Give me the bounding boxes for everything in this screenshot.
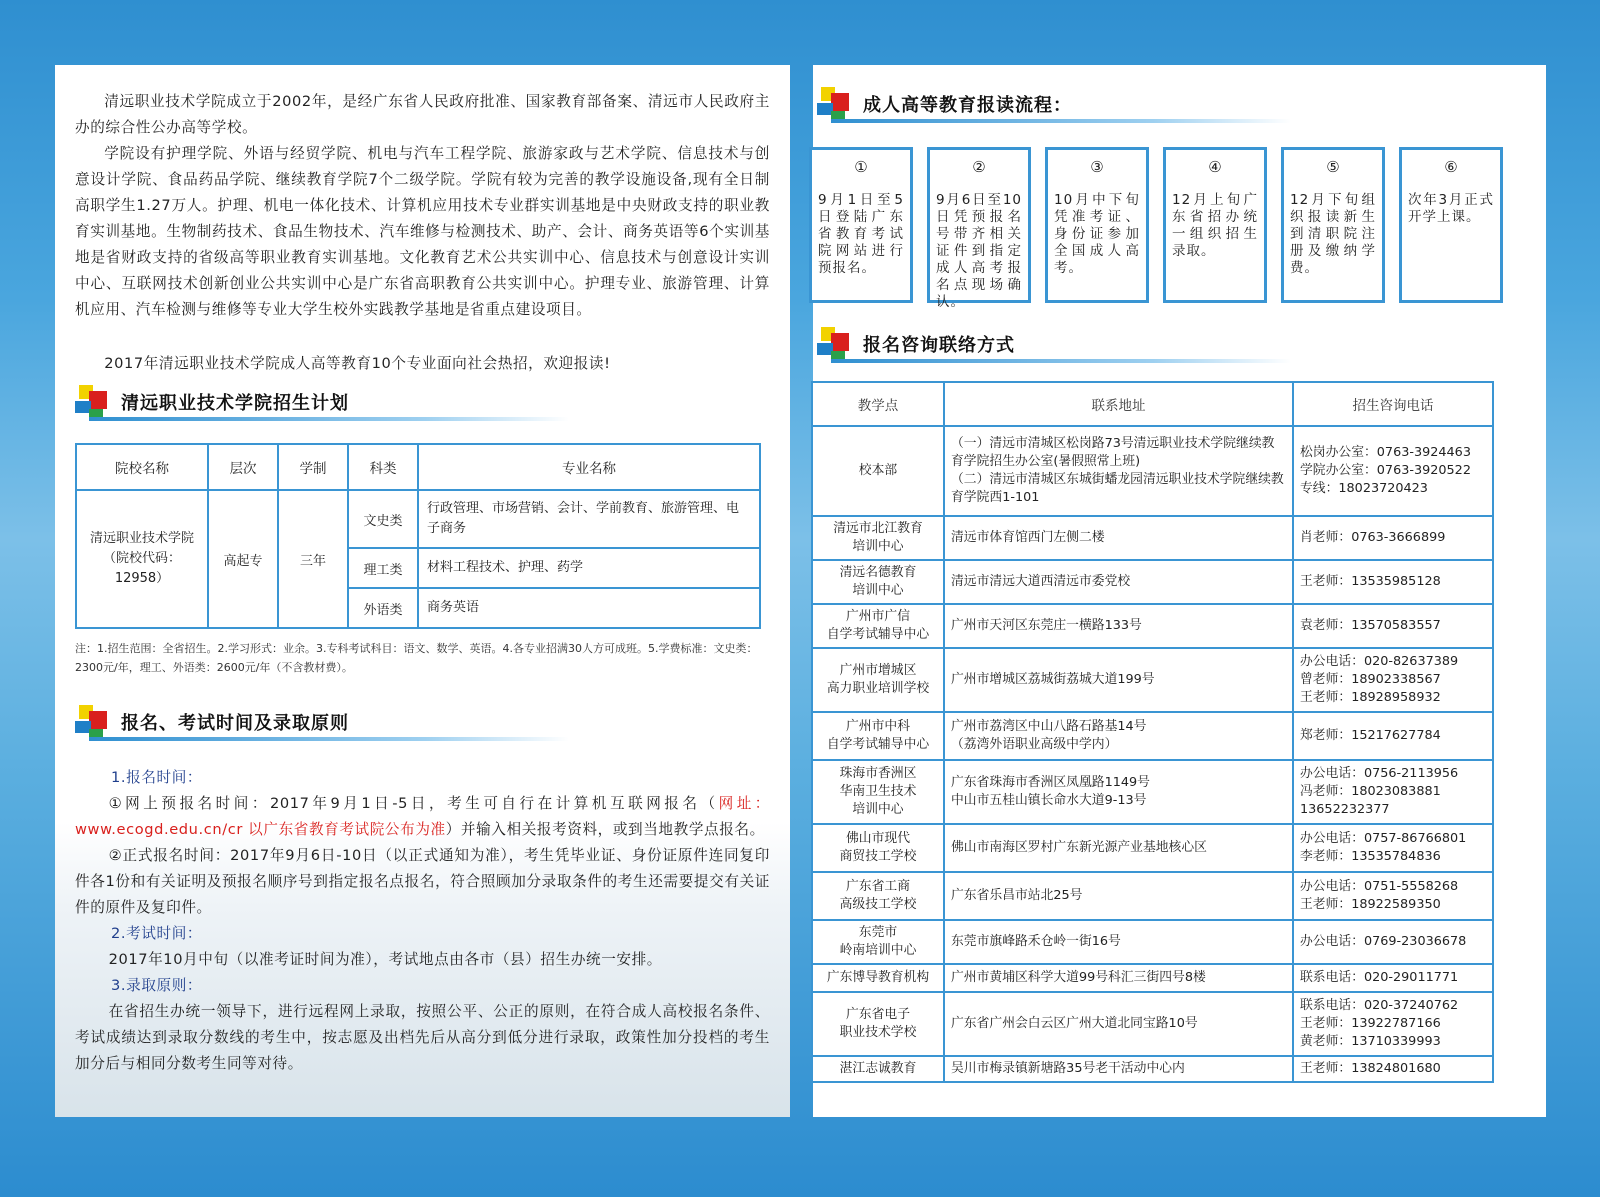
contact-site-cell: 广州市增城区 高力职业培训学校 [812,648,944,712]
contact-site-cell: 校本部 [812,426,944,516]
flow-step [1045,147,1149,303]
contact-header-phone: 招生咨询电话 [1293,382,1493,426]
plan-majors-cell: 商务英语 [418,588,760,628]
contact-site-cell: 广东博导教育机构 [812,964,944,992]
contact-site-cell: 广州市广信 自学考试辅导中心 [812,604,944,648]
contact-site-cell: 清远市北江教育 培训中心 [812,516,944,560]
contact-address-cell: 广州市荔湾区中山八路石路基14号 （荔湾外语职业高级中学内） [944,712,1293,760]
contact-address-cell: 广州市天河区东莞庄一横路133号 [944,604,1293,648]
contact-phone-cell: 办公电话：0769-23036678 [1293,920,1493,964]
contact-site-cell: 广东省工商 高级技工学校 [812,872,944,920]
plan-level-cell: 高起专 [208,490,278,628]
plan-category-cell: 文史类 [348,490,418,548]
contact-site-cell: 广东省电子 职业技术学校 [812,992,944,1056]
enrollment-plan-table [75,443,761,629]
plan-title: 清远职业技术学院招生计划 [121,393,349,414]
step-description: 10月中下旬凭准考证、身份证参加全国成人高考。 [1054,192,1140,276]
plan-header-duration: 学制 [278,444,348,490]
step-number: ④ [1208,158,1222,176]
pre-registration-text-end: ）并输入相关报考资料，或到当地教学点报名。 [445,821,765,838]
contact-phone-cell: 联系电话：020-29011771 [1293,964,1493,992]
contact-site-cell: 广州市中科 自学考试辅导中心 [812,712,944,760]
contact-site-cell: 清远名德教育 培训中心 [812,560,944,604]
admission-principle-paragraph: 在省招生办统一领导下，进行远程网上录取，按照公平、公正的原则，在符合成人高校报名条件、考试成绩达到录取分数线的考生中，按志愿及出档先后从高分到低分进行录取，政策性加分投档的考生加分后与相同分数考生同等对待。 [75,1003,770,1072]
step-description: 12月上旬广东省招办统一组织招生录取。 [1172,192,1258,259]
contact-row [812,426,1493,516]
formal-registration-paragraph: ②正式报名时间：2017年9月6日-10日（以正式通知为准），考生凭毕业证、身份证原件连同复印件各1份和有关证明及预报名顺序号到指定报名点报名，符合照顾加分录取条件的考生还需要提交有关证件的原件及复印件。 [75,847,770,916]
step-number: ② [972,158,986,176]
exam-time-heading: 2.考试时间： [111,925,203,942]
contact-header-site: 教学点 [812,382,944,426]
contact-phone-cell: 办公电话：0756-2113956 冯老师：18023083881 13652232377 [1293,760,1493,824]
contact-address-cell: 东莞市旗峰路禾仓岭一街16号 [944,920,1293,964]
flow-step [1281,147,1385,303]
plan-note: 注：1.招生范围：全省招生。2.学习形式：业余。3.专科考试科目：语文、数学、英语。4.各专业招满30人方可成班。5.学费标准：文史类：2300元/年，理工、外语类：2600元/年（不含教材费）。 [75,642,758,674]
flow-step [927,147,1031,310]
contact-row [812,824,1493,872]
plan-category-cell: 外语类 [348,588,418,628]
plan-header-school: 院校名称 [76,444,208,490]
contact-row [812,992,1493,1056]
website-link-text: 网址：www.ecogd.edu.cn/cr 以广东省教育考试院公布为准 [75,795,771,838]
plan-header-category: 科类 [348,444,418,490]
admission-principle-heading: 3.录取原则： [111,977,203,994]
contact-row [812,760,1493,824]
contact-address-cell: 广东省乐昌市站北25号 [944,872,1293,920]
contact-table [811,381,1494,1083]
exam-time-paragraph: 2017年10月中旬（以准考证时间为准），考试地点由各市（县）招生办统一安排。 [108,951,662,968]
step-description: 12月下旬组织报读新生到清职院注册及缴纳学费。 [1290,192,1376,276]
plan-header-level: 层次 [208,444,278,490]
contact-row [812,604,1493,648]
contact-row [812,1056,1493,1082]
contact-address-cell: 广东省珠海市香洲区凤凰路1149号 中山市五桂山镇长命水大道9-13号 [944,760,1293,824]
contact-row [812,712,1493,760]
exam-title: 报名、考试时间及录取原则 [121,713,349,734]
plan-section-title [75,385,595,425]
flow-step [809,147,913,303]
contact-phone-cell: 办公电话：020-82637389 曾老师：18902338567 王老师：18928958932 [1293,648,1493,712]
contact-phone-cell: 王老师：13824801680 [1293,1056,1493,1082]
exam-content [75,765,770,1077]
plan-majors-cell: 行政管理、市场营销、会计、学前教育、旅游管理、电子商务 [418,490,760,548]
contact-phone-cell: 办公电话：0757-86766801 李老师：13535784836 [1293,824,1493,872]
plan-category-cell: 理工类 [348,548,418,588]
pre-registration-text: ①网上预报名时间：2017年9月1日-5日，考生可自行在计算机互联网报名（ [108,795,719,812]
contact-address-cell: 清远市体育馆西门左侧二楼 [944,516,1293,560]
contact-row [812,560,1493,604]
step-number: ③ [1090,158,1104,176]
contact-row [812,920,1493,964]
exam-section-title [75,705,595,745]
flow-step [1399,147,1503,303]
plan-duration-cell: 三年 [278,490,348,628]
contact-header-address: 联系地址 [944,382,1293,426]
intro-paragraph-1: 清远职业技术学院成立于2002年，是经广东省人民政府批准、国家教育部备案、清远市人民政府主办的综合性公办高等学校。 [75,93,770,136]
contact-row [812,648,1493,712]
contact-site-cell: 湛江志诚教育 [812,1056,944,1082]
intro-paragraph-2: 学院设有护理学院、外语与经贸学院、机电与汽车工程学院、旅游家政与艺术学院、信息技术与创意设计学院、食品药品学院、继续教育学院7个二级学院。学院有较为完善的教学设施设备,现有全日制高职学生1.27万人。护理、机电一体化技术、计算机应用技术专业群实训基地是中央财政支持的职业教育实训基地。生物制药技术、食品生物技术、汽车维修与检测技术、助产、会计、商务英语等6个实训基地是省财政支持的省级高等职业教育实训基地。文化教育艺术公共实训中心、信息技术与创意设计实训中心、互联网技术创新创业公共实训中心是广东省高职教育公共实训中心。护理专业、旅游管理、计算机应用、汽车检测与维修等专业大学生校外实践教学基地是省重点建设项目。 [75,145,770,318]
contact-phone-cell: 郑老师：15217627784 [1293,712,1493,760]
intro-paragraph-3: 2017年清远职业技术学院成人高等教育10个专业面向社会热招，欢迎报读! [104,355,611,372]
contact-address-cell: 广东省广州会白云区广州大道北同宝路10号 [944,992,1293,1056]
step-description: 9月1日至5日登陆广东省教育考试院网站进行预报名。 [818,192,904,276]
right-panel [813,65,1546,1117]
contact-phone-cell: 肖老师：0763-3666899 [1293,516,1493,560]
contact-site-cell: 佛山市现代 商贸技工学校 [812,824,944,872]
flow-section-title [817,87,1337,127]
left-panel [55,65,790,1117]
step-number: ① [854,158,868,176]
registration-time-heading: 1.报名时间： [111,769,203,786]
contact-address-cell: 佛山市南海区罗村广东新光源产业基地核心区 [944,824,1293,872]
pre-registration-paragraph [75,791,770,843]
contact-phone-cell: 松岗办公室：0763-3924463 学院办公室：0763-3920522 专线：18023720423 [1293,426,1493,516]
step-number: ⑥ [1444,158,1458,176]
plan-school-cell: 清远职业技术学院（院校代码：12958） [76,490,208,628]
contact-phone-cell: 袁老师：13570583557 [1293,604,1493,648]
contact-row [812,872,1493,920]
contact-row [812,964,1493,992]
plan-majors-cell: 材料工程技术、护理、药学 [418,548,760,588]
flow-step [1163,147,1267,303]
contact-phone-cell: 办公电话：0751-5558268 王老师：18922589350 [1293,872,1493,920]
contact-address-cell: 广州市黄埔区科学大道99号科汇三街四号8楼 [944,964,1293,992]
contact-table-body [812,426,1493,1082]
contact-phone-cell: 王老师：13535985128 [1293,560,1493,604]
contact-row [812,516,1493,560]
contact-address-cell: （一）清远市清城区松岗路73号清远职业技术学院继续教育学院招生办公室(暑假照常上班) （二）清远市清城区东城街蟠龙园清远职业技术学院继续教育学院西1-101 [944,426,1293,516]
contact-title: 报名咨询联络方式 [863,335,1015,356]
contact-section-title [817,327,1337,367]
step-description: 次年3月正式开学上课。 [1408,192,1494,225]
step-number: ⑤ [1326,158,1340,176]
contact-address-cell: 广州市增城区荔城街荔城大道199号 [944,648,1293,712]
contact-phone-cell: 联系电话：020-37240762 王老师：13922787166 黄老师：13710339993 [1293,992,1493,1056]
step-description: 9月6日至10日凭预报名号带齐相关证件到指定成人高考报名点现场确认。 [936,192,1022,310]
contact-address-cell: 吴川市梅录镇新塘路35号老干活动中心内 [944,1056,1293,1082]
plan-header-majors: 专业名称 [418,444,760,490]
contact-site-cell: 珠海市香洲区 华南卫生技术 培训中心 [812,760,944,824]
contact-address-cell: 清远市清远大道西清远市委党校 [944,560,1293,604]
flow-title: 成人高等教育报读流程： [863,95,1072,116]
contact-site-cell: 东莞市 岭南培训中心 [812,920,944,964]
